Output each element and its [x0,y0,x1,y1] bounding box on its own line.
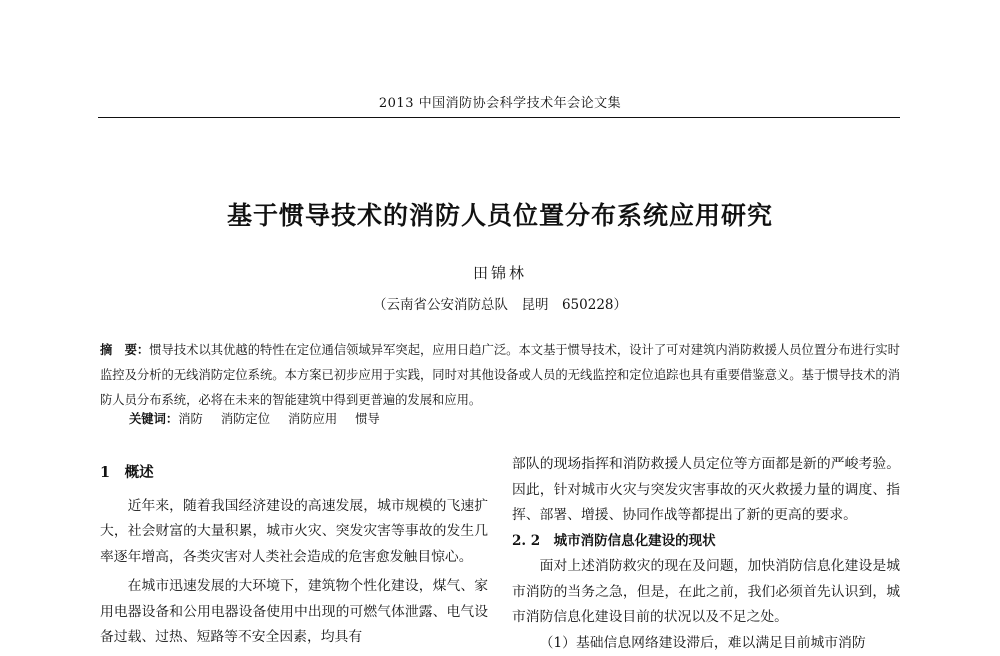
left-column [100,452,488,651]
subsection-heading: 2. 2 城市消防信息化建设的现状 [512,529,900,555]
body-paragraph: 近年来，随着我国经济建设的高速发展，城市规模的飞速扩大，社会财富的大量积累，城市火灾、突发灾害等事故的发生几率逐年增高，各类灾害对人类社会造成的危害愈发触目惊心。 [100,494,488,571]
body-paragraph: 面对上述消防救灾的现在及问题，加快消防信息化建设是城市消防的当务之急，但是，在此之前，我们必须首先认识到，城市消防信息化建设目前的状况以及不足之处。 [512,554,900,631]
running-header: 2013 中国消防协会科学技术年会论文集 [0,92,1000,111]
abstract [100,337,900,413]
paper-title: 基于惯导技术的消防人员位置分布系统应用研究 [0,196,1000,232]
keyword-item: 消防定位 [221,412,270,426]
body-paragraph: （1）基础信息网络建设滞后，难以满足目前城市消防 [512,631,900,656]
keyword-item: 消防应用 [288,412,337,426]
body-paragraph: 在城市迅速发展的大环境下，建筑物个性化建设，煤气、家用电器设备和公用电器设备使用中出现的可燃气体泄露、电气设备过载、过热、短路等不安全因素，均具有 [100,574,488,651]
body-paragraph: 部队的现场指挥和消防救援人员定位等方面都是新的严峻考验。因此，针对城市火灾与突发灾害事故的灭火救援力量的调度、指挥、部署、增援、协同作战等都提出了新的更高的要求。 [512,452,900,529]
keywords [129,409,899,429]
abstract-text: 惯导技术以其优越的特性在定位通信领域异军突起，应用日趋广泛。本文基于惯导技术，设计了可对建筑内消防救援人员位置分布进行实时监控及分析的无线消防定位系统。本方案已初步应用于实践，同时对其他设备或人员的无线监控和定位追踪也具有重要借鉴意义。基于惯导技术的消防人员分布系统，必将在未来的智能建筑中得到更普遍的发展和应用。 [100,343,900,407]
right-column [512,452,900,656]
keywords-label: 关键词： [129,411,178,426]
abstract-label: 摘 要： [100,342,149,357]
keyword-item: 惯导 [355,412,380,426]
keyword-item: 消防 [178,412,203,426]
author-affiliation: （云南省公安消防总队 昆明 650228） [0,293,1000,313]
section-heading: 1 概述 [100,460,488,486]
header-rule [98,117,900,118]
author-name: 田锦林 [0,262,1000,283]
